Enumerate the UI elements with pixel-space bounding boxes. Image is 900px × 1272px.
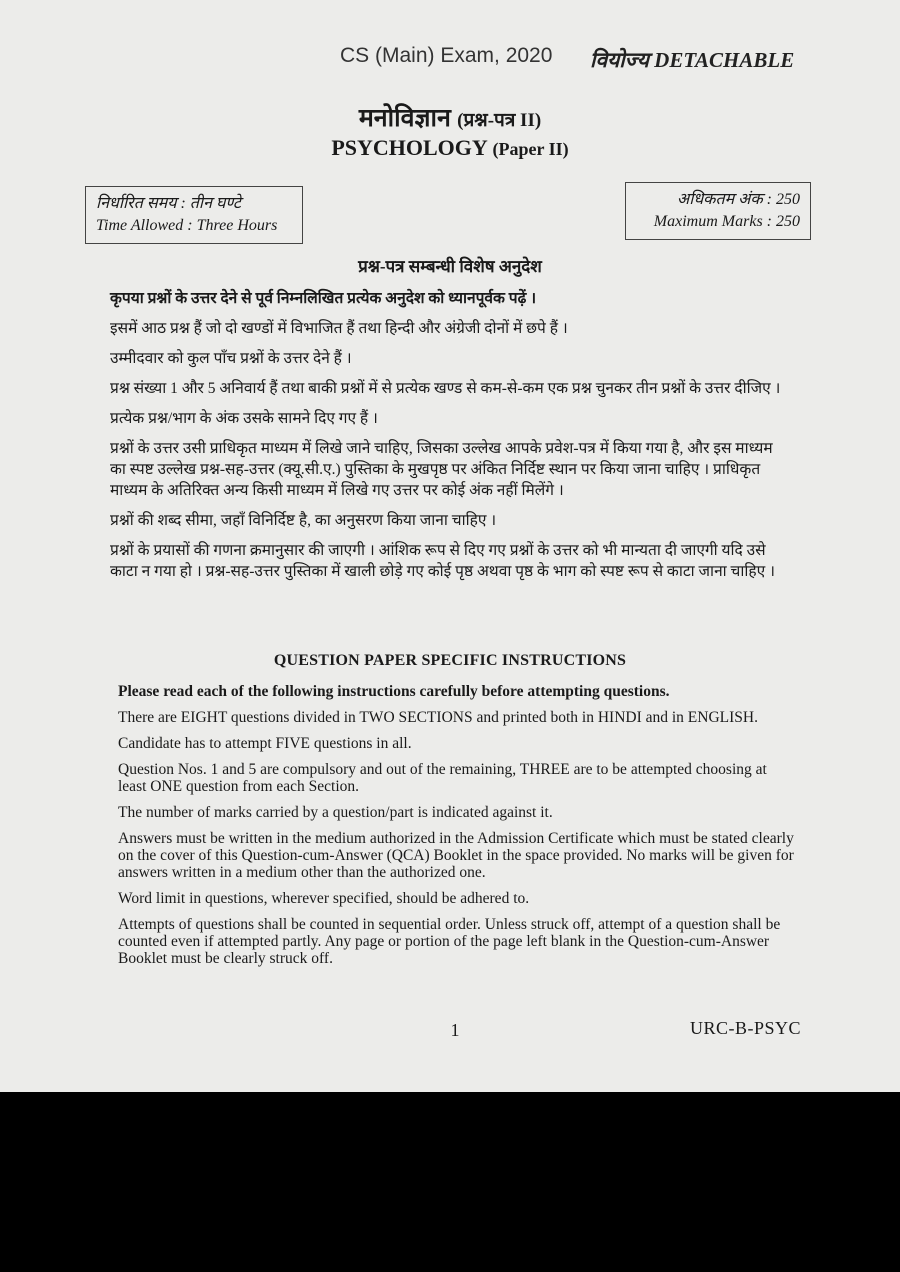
hindi-instruction-item: इसमें आठ प्रश्न हैं जो दो खण्डों में विभाजित हैं तथा हिन्दी और अंग्रेजी दोनों में छपे हैं । <box>110 320 568 337</box>
english-instructions-heading: QUESTION PAPER SPECIFIC INSTRUCTIONS <box>273 652 627 669</box>
hindi-instruction-item: प्रश्नों के उत्तर उसी प्राधिकृत माध्यम में लिखे जाने चाहिए, जिसका उल्लेख आपके प्रवेश-पत्र में किया गया है, और इस माध्यम का स्पष्ट उल्लेख प्रश्न-सह-उत्तर (क्यू.सी.ए.) पुस्तिका के मुखपृष्ठ पर अंकित निर्दिष्ट स्थान पर किया जाना चाहिए । प्राधिकृत माध्यम के अतिरिक्त अन्य किसी माध्यम में लिखे गए उत्तर पर कोई अंक नहीं मिलेंगे । <box>110 440 773 499</box>
hindi-title-paper: (प्रश्न-पत्र II) <box>457 110 542 131</box>
english-instruction-item: Attempts of questions shall be counted in sequential order. Unless struck off, attempt of a question shall be counted even if attempted partly. Any page or portion of the page left blank in the Question-cum-Answer Booklet must be clearly struck off. <box>118 916 781 967</box>
page-number: 1 <box>450 1020 460 1040</box>
hindi-instruction-item: उम्मीदवार को कुल पाँच प्रश्नों के उत्तर देने हैं । <box>110 350 352 367</box>
hindi-instructions <box>110 288 790 591</box>
english-instruction-item: The number of marks carried by a question/part is indicated against it. <box>118 804 553 821</box>
time-allowed-english: Time Allowed : Three Hours <box>96 217 278 234</box>
hindi-instruction-item: प्रश्न संख्या 1 और 5 अनिवार्य हैं तथा बाकी प्रश्नों में से प्रत्येक खण्ड से कम-से-कम एक प्रश्न चुनकर तीन प्रश्नों के उत्तर दीजिए । <box>110 380 781 397</box>
english-title-main: PSYCHOLOGY <box>331 135 487 160</box>
hindi-instructions-heading: प्रश्न-पत्र सम्बन्धी विशेष अनुदेश <box>358 257 542 276</box>
maximum-marks-box <box>625 182 811 240</box>
hindi-instruction-item: प्रत्येक प्रश्न/भाग के अंक उसके सामने दिए गए हैं । <box>110 410 378 427</box>
paper-code: URC-B-PSYC <box>690 1018 802 1038</box>
english-instructions <box>118 683 798 976</box>
english-instruction-item: There are EIGHT questions divided in TWO SECTIONS and printed both in HINDI and in ENGLISH. <box>118 709 758 726</box>
hindi-title-main: मनोविज्ञान <box>358 105 451 132</box>
english-title <box>0 135 900 161</box>
time-allowed-hindi: निर्धारित समय : तीन घण्टे <box>96 195 241 212</box>
hindi-instruction-item: प्रश्नों की शब्द सीमा, जहाँ विनिर्दिष्ट है, का अनुसरण किया जाना चाहिए । <box>110 512 497 529</box>
maximum-marks-hindi: अधिकतम अंक : 250 <box>676 191 800 208</box>
english-instruction-item: Candidate has to attempt FIVE questions in all. <box>118 735 412 752</box>
maximum-marks-english: Maximum Marks : 250 <box>653 213 800 230</box>
exam-name: CS (Main) Exam, 2020 <box>340 44 553 67</box>
hindi-title <box>0 100 900 134</box>
english-instruction-item: Answers must be written in the medium authorized in the Admission Certificate which must be stated clearly on the cover of this Question-cum-Answer (QCA) Booklet in the space provided. No marks will be given for answers written in a medium other than the authorized one. <box>118 830 794 881</box>
hindi-instructions-intro: कृपया प्रश्नों के उत्तर देने से पूर्व निम्नलिखित प्रत्येक अनुदेश को ध्यानपूर्वक पढ़ें । <box>110 290 537 307</box>
english-title-paper: (Paper II) <box>492 139 569 159</box>
detachable-label: वियोज्य DETACHABLE <box>590 48 795 72</box>
english-instruction-item: Word limit in questions, wherever specified, should be adhered to. <box>118 890 530 907</box>
time-allowed-box <box>85 186 303 244</box>
english-instructions-intro: Please read each of the following instructions carefully before attempting questions. <box>118 683 670 700</box>
hindi-instruction-item: प्रश्नों के प्रयासों की गणना क्रमानुसार की जाएगी । आंशिक रूप से दिए गए प्रश्नों के उत्तर को भी मान्यता दी जाएगी यदि उसे काटा न गया हो । प्रश्न-सह-उत्तर पुस्तिका में खाली छोड़े गए कोई पृष्ठ अथवा पृष्ठ के भाग को स्पष्ट रूप से काटा जाना चाहिए । <box>110 542 775 580</box>
english-instruction-item: Question Nos. 1 and 5 are compulsory and out of the remaining, THREE are to be attempted choosing at least ONE question from each Section. <box>118 761 767 795</box>
